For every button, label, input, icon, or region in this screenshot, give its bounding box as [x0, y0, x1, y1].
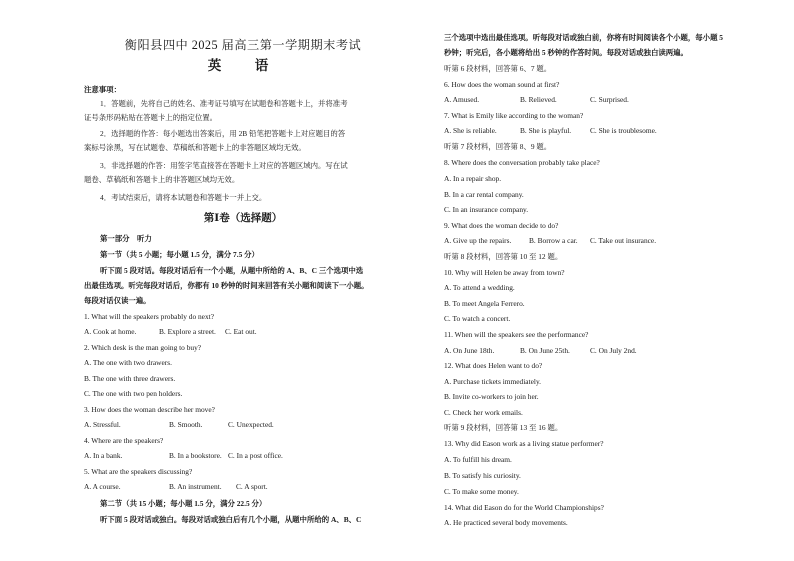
option: C. Take out insurance. [590, 236, 657, 245]
option: C. Unexpected. [228, 420, 274, 429]
notice-line: 证号条形码粘贴在答题卡上的指定位置。 [84, 113, 218, 122]
options-row [84, 420, 274, 430]
notice-line: 题卷、草稿纸和答题卡上的非答题区域均无效。 [84, 175, 240, 184]
option: A. To attend a wedding. [444, 283, 515, 292]
option: A. Amused. [444, 95, 480, 104]
option: A. The one with two drawers. [84, 358, 172, 367]
question-stem: 14. What did Eason do for the World Championships? [444, 503, 604, 512]
question-stem: 10. Why will Helen be away from town? [444, 268, 565, 277]
notice-line: 案标号涂黑，写在试题卷、草稿纸和答题卡上的非答题区域均无效。 [84, 143, 306, 152]
instruction-line: 三个选项中选出最佳选项。听每段对话或独白前，你将有时间阅读各个小题，每小题 5 [444, 33, 724, 42]
notice-line: 2．选择题的作答：每小题选出答案后，用 2B 铅笔把答题卡上对应题目的答 [100, 129, 346, 138]
question-stem: 4. Where are the speakers? [84, 436, 164, 445]
option: C. To watch a concert. [444, 314, 511, 323]
option: C. On July 2nd. [590, 346, 637, 355]
options-row [84, 451, 283, 461]
instruction-line: 每段对话仅读一遍。 [84, 296, 151, 305]
option: A. On June 18th. [444, 346, 495, 355]
question-stem: 3. How does the woman describe her move? [84, 405, 215, 414]
material-label: 听第 7 段材料，回答第 8、9 题。 [444, 142, 552, 151]
option: A. Stressful. [84, 420, 121, 429]
option: B. In a car rental company. [444, 190, 524, 199]
option: B. Relieved. [520, 95, 557, 104]
instruction-line: 听下面 5 段对话。每段对话后有一个小题，从题中所给的 A、B、C 三个选项中选 [100, 266, 364, 275]
left-column [84, 0, 402, 561]
exam-title: 衡阳县四中 2025 届高三第一学期期末考试 [124, 38, 362, 52]
question-stem: 12. What does Helen want to do? [444, 361, 543, 370]
instruction-line: 出最佳选项。听完每段对话后，你都有 10 秒钟的时间来回答有关小题和阅读下一小题。 [84, 281, 369, 290]
material-label: 听第 8 段材料，回答第 10 至 12 题。 [444, 252, 563, 261]
section-title: 第Ⅰ卷（选择题） [203, 213, 283, 224]
option: B. The one with three drawers. [84, 374, 176, 383]
option: A. She is reliable. [444, 126, 497, 135]
option: C. A sport. [236, 482, 268, 491]
option: B. She is playful. [520, 126, 572, 135]
material-label: 听第 6 段材料，回答第 6、7 题。 [444, 64, 552, 73]
instruction-line: 秒钟；听完后，各小题将给出 5 秒钟的作答时间。每段对话或独白读两遍。 [444, 48, 688, 57]
option: C. The one with two pen holders. [84, 389, 183, 398]
option: A. A course. [84, 482, 121, 491]
options-row [84, 327, 257, 337]
option: B. On June 25th. [520, 346, 570, 355]
option: A. In a bank. [84, 451, 123, 460]
question-stem: 1. What will the speakers probably do next? [84, 312, 214, 321]
question-stem: 6. How does the woman sound at first? [444, 80, 560, 89]
subject-title: 英 语 [207, 58, 279, 73]
options-row [444, 126, 657, 136]
question-stem: 9. What does the woman decide to do? [444, 221, 559, 230]
notice-line: 3．非选择题的作答：用签字笔直接答在答题卡上对应的答题区域内。写在试 [100, 161, 348, 170]
subsection-title: 第一节（共 5 小题；每小题 1.5 分，满分 7.5 分） [100, 250, 259, 259]
option: A. Cook at home. [84, 327, 137, 336]
question-stem: 5. What are the speakers discussing? [84, 467, 193, 476]
option: A. To fulfill his dream. [444, 455, 512, 464]
question-stem: 13. Why did Eason work as a living statue performer? [444, 439, 604, 448]
instruction-line: 听下面 5 段对话或独白。每段对话或独白后有几个小题，从题中所给的 A、B、C [100, 515, 362, 524]
option: B. To satisfy his curiosity. [444, 471, 521, 480]
options-row [444, 346, 637, 356]
option: C. Surprised. [590, 95, 629, 104]
question-stem: 11. When will the speakers see the performance? [444, 330, 589, 339]
part-title: 第一部分 听力 [100, 234, 152, 243]
right-column [444, 0, 762, 561]
option: C. She is troublesome. [590, 126, 657, 135]
option: B. An instrument. [169, 482, 222, 491]
option: B. Invite co-workers to join her. [444, 392, 539, 401]
material-label: 听第 9 段材料，回答第 13 至 16 题。 [444, 423, 563, 432]
option: A. Give up the repairs. [444, 236, 512, 245]
option: C. In an insurance company. [444, 205, 529, 214]
option: B. In a bookstore. [169, 451, 222, 460]
subsection-title: 第二节（共 15 小题；每小题 1.5 分，满分 22.5 分） [100, 499, 267, 508]
option: C. In a post office. [228, 451, 283, 460]
option: B. Smooth. [169, 420, 203, 429]
question-stem: 8. Where does the conversation probably take place? [444, 158, 600, 167]
question-stem: 7. What is Emily like according to the woman? [444, 111, 584, 120]
option: A. Purchase tickets immediately. [444, 377, 542, 386]
notice-heading: 注意事项： [84, 85, 121, 94]
notice-line: 4．考试结束后，请将本试题卷和答题卡一并上交。 [100, 193, 267, 202]
option: A. In a repair shop. [444, 174, 502, 183]
options-row [444, 95, 629, 105]
option: B. Borrow a car. [529, 236, 578, 245]
option: C. Check her work emails. [444, 408, 523, 417]
option: B. To meet Angela Ferrero. [444, 299, 525, 308]
question-stem: 2. Which desk is the man going to buy? [84, 343, 202, 352]
options-row [444, 236, 656, 246]
options-row [84, 482, 268, 492]
option: B. Explore a street. [159, 327, 216, 336]
notice-line: 1．答题前，先将自己的姓名、准考证号填写在试题卷和答题卡上，并将准考 [100, 99, 348, 108]
option: C. Eat out. [225, 327, 257, 336]
option: A. He practiced several body movements. [444, 518, 568, 527]
option: C. To make some money. [444, 487, 519, 496]
